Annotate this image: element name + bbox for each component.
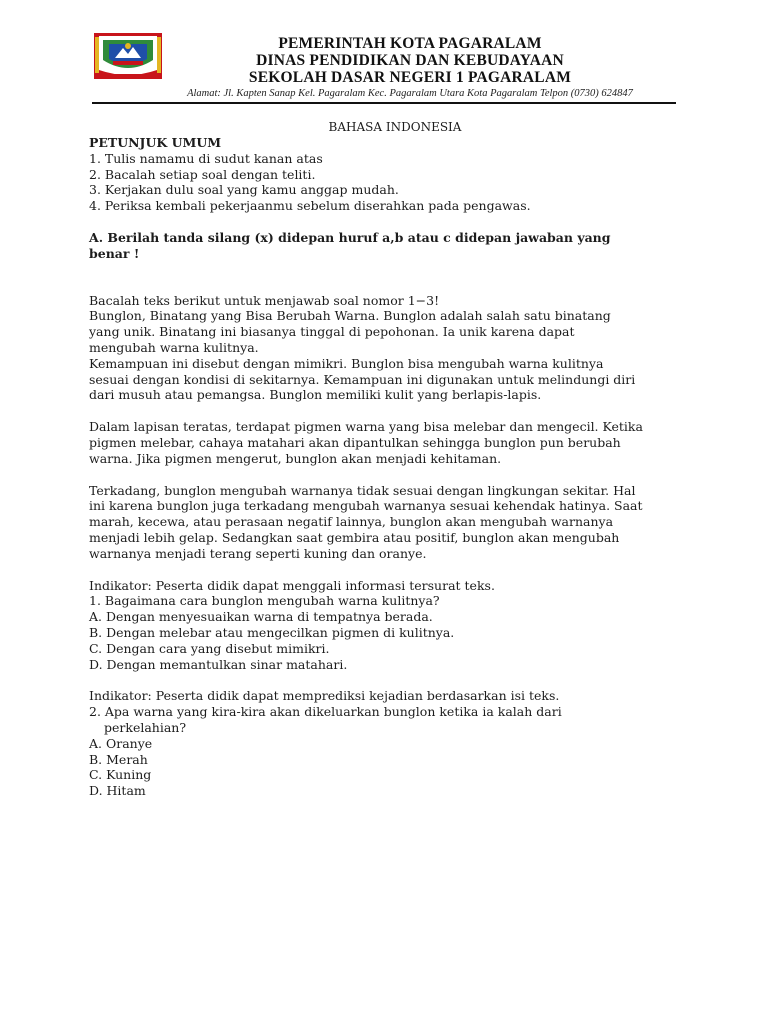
department-name: DINAS PENDIDIKAN DAN KEBUDAYAAN <box>256 52 564 69</box>
instructions-title: PETUNJUK UMUM <box>89 135 222 150</box>
school-name: SEKOLAH DASAR NEGERI 1 PAGARALAM <box>248 69 572 86</box>
question-text: 1. Bagaimana cara bunglon mengubah warna kulitnya? <box>89 593 440 609</box>
letterhead-divider <box>92 102 676 104</box>
question-1 <box>89 578 689 673</box>
text-line: warna. Jika pigmen mengerut, bunglon akan menjadi kehitaman. <box>89 450 502 466</box>
text-line: marah, kecewa, atau perasaan negatif lainnya, bunglon akan mengubah warnanya <box>89 514 614 530</box>
reading-paragraph-2 <box>89 356 689 403</box>
reading-paragraph-1 <box>89 308 689 355</box>
text-line: mengubah warna kulitnya. <box>89 339 259 355</box>
reading-paragraph-4 <box>89 483 689 562</box>
answer-option: D. Hitam <box>89 783 146 799</box>
section-a-instruction: A. Berilah tanda silang (x) didepan huruf a,b atau c didepan jawaban yang <box>89 229 611 245</box>
text-line: sesuai dengan kondisi di sekitarnya. Kemampuan ini digunakan untuk melindungi diri <box>89 371 636 387</box>
reading-paragraph-3 <box>89 419 689 466</box>
text-line: Bunglon, Binatang yang Bisa Berubah Warna. Bunglon adalah salah satu binatang <box>89 308 611 324</box>
text-line: pigmen melebar, cahaya matahari akan dipantulkan sehingga bunglon pun berubah <box>89 434 621 450</box>
instruction-item: 4. Periksa kembali pekerjaanmu sebelum diserahkan pada pengawas. <box>89 198 531 214</box>
answer-option: B. Merah <box>89 751 148 767</box>
question-indicator: Indikator: Peserta didik dapat memprediksi kejadian berdasarkan isi teks. <box>89 688 560 704</box>
text-line: Dalam lapisan teratas, terdapat pigmen warna yang bisa melebar dan mengecil. Ketika <box>89 419 643 435</box>
text-line: warnanya menjadi terang seperti kuning dan oranye. <box>89 545 427 561</box>
text-line: ini karena bunglon juga terkadang mengubah warnanya sesuai kehendak hatinya. Saat <box>89 498 643 514</box>
letterhead-text <box>140 35 680 101</box>
subject-title: BAHASA INDONESIA <box>328 120 462 134</box>
exam-content <box>89 120 689 799</box>
answer-option: D. Dengan memantulkan sinar matahari. <box>89 656 348 672</box>
text-line: dari musuh atau pemangsa. Bunglon memiliki kulit yang berlapis-lapis. <box>89 387 542 403</box>
instruction-item: 3. Kerjakan dulu soal yang kamu anggap mudah. <box>89 182 399 198</box>
question-2 <box>89 688 689 799</box>
instructions-list <box>89 151 689 214</box>
text-line: yang unik. Binatang ini biasanya tinggal di pepohonan. Ia unik karena dapat <box>89 324 575 340</box>
text-line: menjadi lebih gelap. Sedangkan saat gembira atau positif, bunglon akan mengubah <box>89 529 620 545</box>
answer-option: A. Oranye <box>89 735 153 751</box>
text-line: Terkadang, bunglon mengubah warnanya tidak sesuai dengan lingkungan sekitar. Hal <box>89 482 636 498</box>
text-line: Kemampuan ini disebut dengan mimikri. Bunglon bisa mengubah warna kulitnya <box>89 355 604 371</box>
answer-option: A. Dengan menyesuaikan warna di tempatnya berada. <box>89 609 433 625</box>
section-a-instruction-cont: benar ! <box>89 245 140 261</box>
question-indicator: Indikator: Peserta didik dapat menggali informasi tersurat teks. <box>89 577 495 593</box>
government-name: PEMERINTAH KOTA PAGARALAM <box>278 35 542 52</box>
instruction-item: 1. Tulis namamu di sudut kanan atas <box>89 150 323 166</box>
question-text-cont: perkelahian? <box>104 719 187 735</box>
answer-option: C. Dengan cara yang disebut mimikri. <box>89 640 330 656</box>
question-text: 2. Apa warna yang kira-kira akan dikeluarkan bunglon ketika ia kalah dari <box>89 704 562 720</box>
answer-option: C. Kuning <box>89 767 152 783</box>
answer-option: B. Dengan melebar atau mengecilkan pigmen di kulitnya. <box>89 624 455 640</box>
school-address: Alamat: Jl. Kapten Sanap Kel. Pagaralam Kec. Pagaralam Utara Kota Pagaralam Telpon (0730) 624847 <box>187 88 633 99</box>
letterhead <box>90 30 680 105</box>
instruction-item: 2. Bacalah setiap soal dengan teliti. <box>89 166 316 182</box>
reading-intro: Bacalah teks berikut untuk menjawab soal nomor 1−3! <box>89 292 440 308</box>
